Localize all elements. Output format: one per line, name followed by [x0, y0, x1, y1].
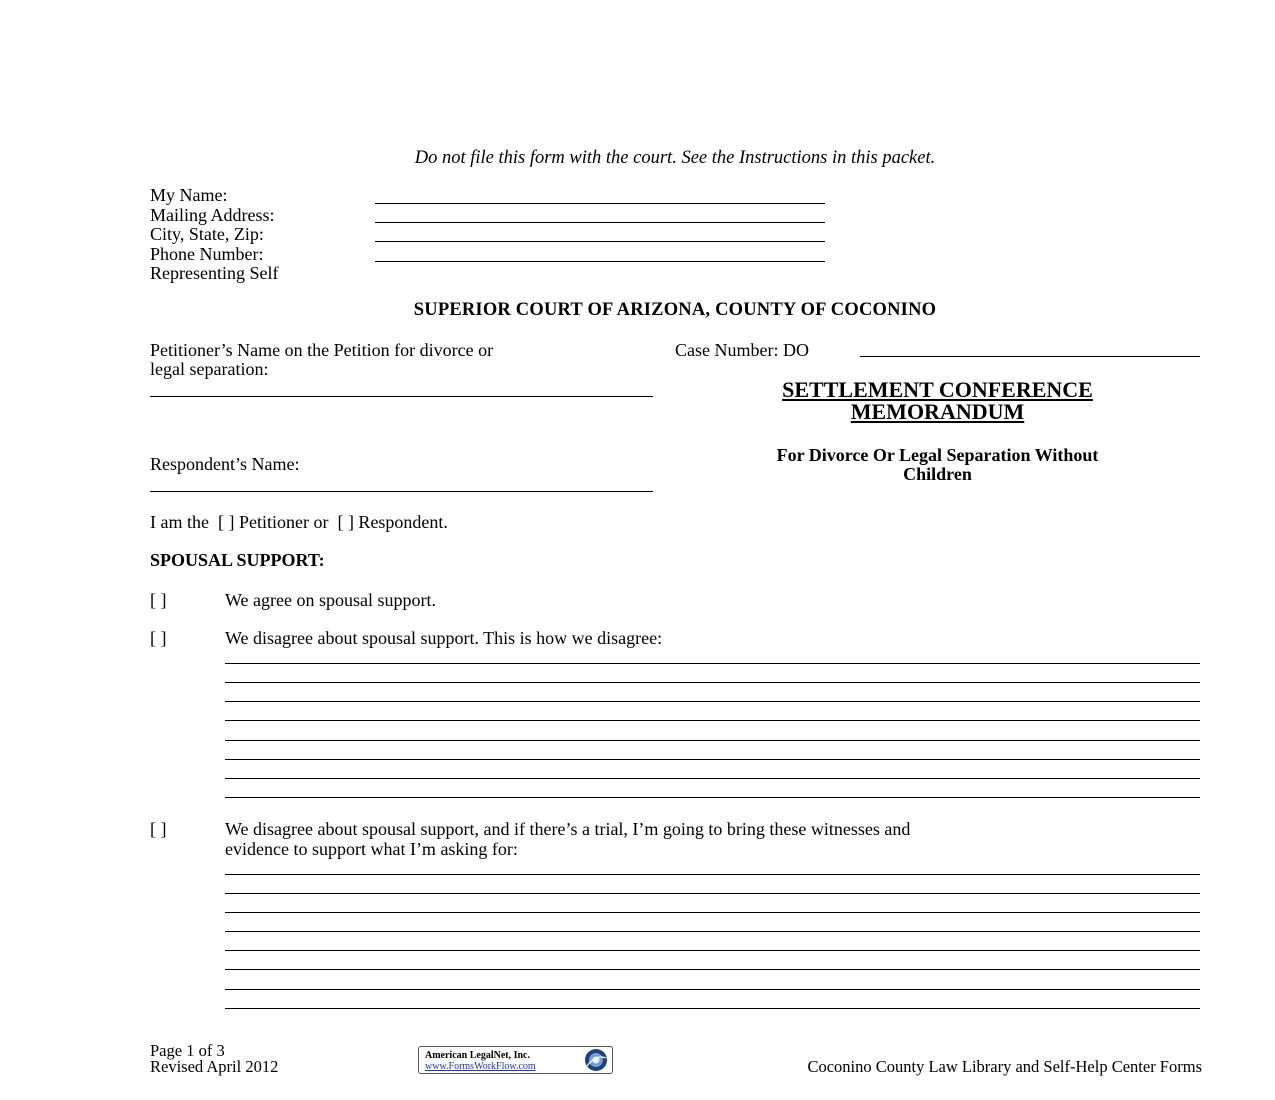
city-state-zip-label: City, State, Zip:	[150, 224, 264, 244]
writing-line[interactable]	[225, 1008, 1200, 1009]
petitioner-label-line2: legal separation:	[150, 359, 269, 379]
form-title	[700, 379, 1175, 423]
form-subtitle-line1: For Divorce Or Legal Separation Without	[776, 445, 1099, 465]
logo-company-name: American LegalNet, Inc.	[425, 1050, 530, 1061]
form-title-line1: SETTLEMENT CONFERENCE	[782, 377, 1093, 402]
writing-line[interactable]	[225, 740, 1200, 741]
option-disagree-checkbox[interactable]: [ ]	[150, 628, 167, 648]
writing-line[interactable]	[225, 893, 1200, 894]
option-trial-text-line1: We disagree about spousal support, and if there’s a trial, I’m going to bring these witnesses and	[225, 819, 911, 839]
role-selection[interactable]: I am the [ ] Petitioner or [ ] Respondent.	[150, 512, 448, 532]
writing-line[interactable]	[225, 682, 1200, 683]
option-trial-text-line2: evidence to support what I’m asking for:	[225, 839, 518, 859]
petitioner-label-line1: Petitioner’s Name on the Petition for divorce or	[150, 340, 494, 360]
writing-line[interactable]	[225, 989, 1200, 990]
mailing-address-field[interactable]	[375, 222, 825, 223]
logo-url-link[interactable]: www.FormsWorkFlow.com	[425, 1061, 536, 1072]
writing-line[interactable]	[225, 720, 1200, 721]
city-state-zip-field[interactable]	[375, 241, 825, 242]
my-name-field[interactable]	[375, 203, 825, 204]
section-heading: SPOUSAL SUPPORT:	[150, 550, 325, 570]
writing-line[interactable]	[225, 701, 1200, 702]
form-subtitle-line2: Children	[903, 464, 972, 484]
americanlegalnet-logo[interactable]	[418, 1046, 613, 1074]
mailing-address-label: Mailing Address:	[150, 205, 275, 225]
writing-line[interactable]	[225, 778, 1200, 779]
writing-line[interactable]	[225, 912, 1200, 913]
case-number-label: Case Number: DO	[675, 340, 809, 360]
writing-line[interactable]	[225, 759, 1200, 760]
page-number: Page 1 of 3	[150, 1041, 225, 1060]
form-title-line2: MEMORANDUM	[850, 399, 1025, 424]
option-agree-checkbox[interactable]: [ ]	[150, 590, 167, 610]
writing-line[interactable]	[225, 931, 1200, 932]
form-subtitle	[700, 446, 1175, 484]
phone-number-field[interactable]	[375, 261, 825, 262]
option-disagree-text: We disagree about spousal support. This is how we disagree:	[225, 628, 663, 648]
writing-line[interactable]	[225, 969, 1200, 970]
writing-line[interactable]	[225, 950, 1200, 951]
court-title: SUPERIOR COURT OF ARIZONA, COUNTY OF COCONINO	[413, 300, 937, 320]
writing-line[interactable]	[225, 874, 1200, 875]
option-agree-text: We agree on spousal support.	[225, 590, 436, 610]
phone-number-label: Phone Number:	[150, 244, 264, 264]
case-number-field[interactable]	[860, 356, 1200, 357]
writing-line[interactable]	[225, 797, 1200, 798]
writing-line[interactable]	[225, 663, 1200, 664]
footer-library-text: Coconino County Law Library and Self-Help Center Forms	[807, 1057, 1202, 1076]
globe-icon	[584, 1048, 608, 1072]
respondent-label: Respondent’s Name:	[150, 454, 300, 474]
revised-date: Revised April 2012	[150, 1057, 279, 1076]
my-name-label: My Name:	[150, 185, 228, 205]
option-trial-checkbox[interactable]: [ ]	[150, 819, 167, 839]
petitioner-name-field[interactable]	[150, 396, 653, 397]
respondent-name-field[interactable]	[150, 491, 653, 492]
representing-self-label: Representing Self	[150, 263, 279, 283]
filing-notice: Do not file this form with the court. See the Instructions in this packet.	[414, 148, 936, 168]
